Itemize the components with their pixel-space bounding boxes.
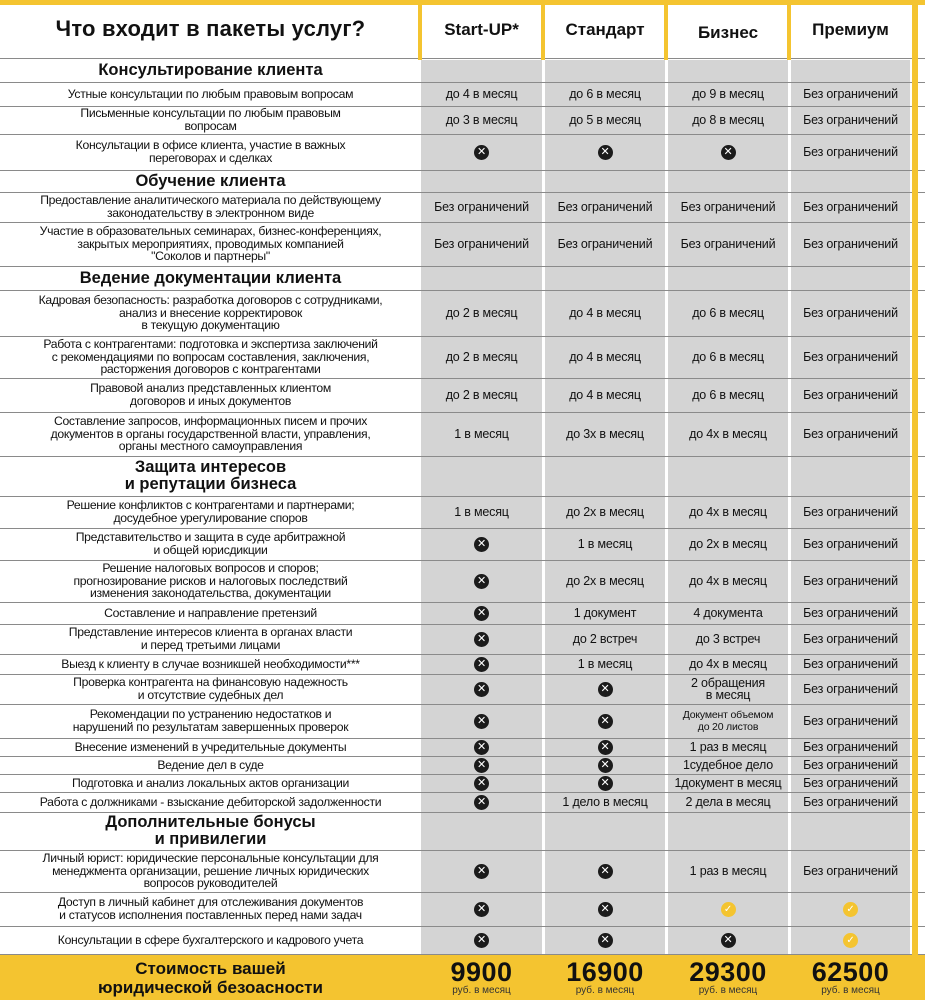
cross-circle-icon: ✕ [598, 776, 613, 791]
value-cell-standard [545, 134, 665, 170]
value-cell-premium: Без ограничений [803, 681, 898, 696]
value-cell-standard: до 4 в месяц [569, 349, 641, 364]
cross-circle-icon: ✕ [474, 632, 489, 647]
value-cell-premium: Без ограничений [803, 387, 898, 402]
value-cell-premium: Без ограничений [803, 631, 898, 646]
value-cell-startup [421, 892, 542, 926]
value-cell-standard: до 4 в месяц [569, 387, 641, 402]
header-divider [418, 0, 422, 60]
cross-circle-icon: ✕ [474, 776, 489, 791]
plan-name-business: Бизнес [697, 23, 759, 42]
value-cell-business: 2 дела в месяц [685, 794, 771, 809]
row-label: Решение налоговых вопросов и споров; прогнозирование рисков и налоговых последствий изменения законодательства, документации [73, 561, 348, 601]
cross-circle-icon: ✕ [474, 740, 489, 755]
value-cell-premium: Без ограничений [803, 426, 898, 441]
value-cell-standard [545, 850, 665, 892]
value-cell-standard: до 6 в месяц [569, 86, 641, 101]
value-cell-startup [421, 624, 542, 654]
value-cell-business: до 3 встреч [695, 631, 761, 646]
price-value: 9900 [450, 957, 513, 987]
value-cell-business: 1документ в месяц [674, 775, 782, 790]
cross-circle-icon: ✕ [598, 145, 613, 160]
value-cell-business: до 2х в месяц [689, 536, 767, 551]
value-cell-startup: 1 в месяц [454, 426, 509, 441]
value-cell-startup [421, 756, 542, 774]
value-cell-premium: Без ограничений [803, 144, 898, 159]
value-cell-startup [421, 850, 542, 892]
cross-circle-icon: ✕ [474, 145, 489, 160]
plan-name-standard: Стандарт [565, 20, 645, 39]
value-cell-standard [545, 674, 665, 704]
value-cell-standard: до 3х в месяц [566, 426, 644, 441]
value-cell-premium [791, 892, 910, 926]
cross-circle-icon: ✕ [598, 740, 613, 755]
row-label: Личный юрист: юридические персональные консультации для менеджмента организации, решение личных юридических вопросов руководителей [42, 851, 379, 891]
value-cell-startup [421, 926, 542, 954]
value-cell-business: до 4х в месяц [689, 573, 767, 588]
cross-circle-icon: ✕ [474, 714, 489, 729]
cross-circle-icon: ✕ [721, 933, 736, 948]
plan-name-startup: Start-UP* [444, 20, 519, 39]
cross-circle-icon: ✕ [598, 714, 613, 729]
row-label: Участие в образовательных семинарах, бизнес-конференциях, закрытых мероприятиях, проводимых компанией "Соколов и партнеры" [39, 224, 382, 264]
value-cell-standard: Без ограничений [557, 236, 653, 251]
value-cell-standard: 1 в месяц [577, 536, 633, 551]
value-cell-standard [545, 738, 665, 756]
price-label: Стоимость вашей юридической безоасности [98, 958, 323, 997]
table-title: Что входит в пакеты услуг? [55, 16, 366, 41]
cross-circle-icon: ✕ [474, 537, 489, 552]
value-cell-business [668, 892, 788, 926]
price-startup [421, 955, 542, 1000]
cross-circle-icon: ✕ [474, 606, 489, 621]
header-divider [541, 0, 545, 60]
row-label: Письменные консультации по любым правовым вопросам [80, 106, 341, 133]
cross-circle-icon: ✕ [474, 758, 489, 773]
value-cell-business: 1 раз в месяц [689, 739, 767, 754]
cross-circle-icon: ✕ [598, 902, 613, 917]
row-label: Решение конфликтов с контрагентами и партнерами; досудебное урегулирование споров [66, 498, 355, 525]
value-cell-startup: Без ограничений [434, 236, 529, 251]
value-cell-premium: Без ограничений [803, 656, 898, 671]
value-cell-premium: Без ограничений [803, 775, 898, 790]
header-divider [787, 0, 791, 60]
value-cell-business: 4 документа [693, 605, 763, 620]
row-label: Составление запросов, информационных писем и прочих документов в органы государственной власти, управления, органы местного самоуправления [50, 414, 371, 454]
value-cell-premium: Без ограничений [803, 305, 898, 320]
value-cell-premium: Без ограничений [803, 794, 898, 809]
value-cell-premium: Без ограничений [803, 863, 898, 878]
cross-circle-icon: ✕ [721, 145, 736, 160]
value-cell-premium: Без ограничений [803, 349, 898, 364]
value-cell-startup: Без ограничений [434, 199, 529, 214]
value-cell-premium: Без ограничений [803, 739, 898, 754]
value-cell-standard: до 4 в месяц [569, 305, 641, 320]
row-label: Консультации в сфере бухгалтерского и кадрового учета [57, 932, 364, 947]
section-title: Обучение клиента [135, 171, 286, 190]
value-cell-standard [545, 926, 665, 954]
price-standard [545, 955, 665, 1000]
value-cell-startup [421, 654, 542, 674]
row-label: Устные консультации по любым правовым вопросам [67, 86, 354, 101]
value-cell-premium: Без ограничений [803, 236, 898, 251]
row-label: Проверка контрагента на финансовую надежность и отсутствие судебных дел [73, 675, 348, 702]
value-cell-premium: Без ограничений [803, 713, 898, 728]
row-label: Кадровая безопасность: разработка договоров с сотрудниками, анализ и внесение корректировок в текущую документацию [38, 293, 383, 333]
value-cell-startup: до 3 в месяц [445, 112, 518, 127]
value-cell-startup [421, 602, 542, 624]
value-cell-startup [421, 528, 542, 560]
cross-circle-icon: ✕ [474, 574, 489, 589]
cross-circle-icon: ✕ [474, 682, 489, 697]
value-cell-standard [545, 704, 665, 738]
cross-circle-icon: ✕ [474, 657, 489, 672]
value-cell-premium [791, 926, 910, 954]
value-cell-business: Без ограничений [680, 199, 776, 214]
check-circle-icon: ✓ [721, 902, 736, 917]
value-cell-standard [545, 756, 665, 774]
price-value: 29300 [689, 957, 767, 987]
row-label: Рекомендации по устранению недостатков и нарушений по результатам завершенных проверок [72, 707, 349, 734]
value-cell-startup: до 4 в месяц [445, 86, 518, 101]
value-cell-startup [421, 704, 542, 738]
cross-circle-icon: ✕ [598, 933, 613, 948]
row-label: Выезд к клиенту в случае возникшей необходимости*** [61, 656, 360, 671]
frame-right-border [912, 0, 918, 1000]
value-cell-standard: Без ограничений [557, 199, 653, 214]
value-cell-standard: 1 документ [573, 605, 637, 620]
value-cell-premium: Без ограничений [803, 504, 898, 519]
cross-circle-icon: ✕ [474, 795, 489, 810]
value-cell-standard: до 2х в месяц [566, 504, 644, 519]
row-label: Работа с должниками - взыскание дебиторской задолженности [39, 794, 382, 809]
value-cell-startup [421, 738, 542, 756]
value-cell-business: 1судебное дело [683, 757, 773, 772]
value-cell-startup: до 2 в месяц [445, 305, 518, 320]
price-unit: руб. в месяц [821, 985, 880, 996]
value-cell-premium: Без ограничений [803, 199, 898, 214]
section-title: Защита интересов и репутации бизнеса [124, 458, 297, 493]
row-label: Ведение дел в суде [157, 757, 264, 772]
plan-name-premium: Премиум [812, 20, 889, 39]
value-cell-business: до 8 в месяц [692, 112, 764, 127]
check-circle-icon: ✓ [843, 902, 858, 917]
row-label: Составление и направление претензий [104, 605, 317, 620]
value-cell-startup [421, 774, 542, 792]
value-cell-standard: 1 дело в месяц [562, 794, 648, 809]
value-cell-startup [421, 134, 542, 170]
value-cell-standard: до 2 встреч [572, 631, 638, 646]
cross-circle-icon: ✕ [598, 864, 613, 879]
section-title: Консультирование клиента [98, 60, 323, 79]
value-cell-business: Документ объемом до 20 листов [682, 709, 774, 733]
price-unit: руб. в месяц [575, 985, 635, 996]
value-cell-startup: 1 в месяц [454, 504, 509, 519]
value-cell-premium: Без ограничений [803, 86, 898, 101]
value-cell-business: до 6 в месяц [692, 387, 764, 402]
price-business [668, 955, 788, 1000]
value-cell-premium: Без ограничений [803, 112, 898, 127]
value-cell-startup [421, 792, 542, 812]
row-label: Правовой анализ представленных клиентом договоров и иных документов [90, 381, 331, 408]
value-cell-standard: 1 в месяц [577, 656, 633, 671]
value-cell-standard [545, 892, 665, 926]
value-cell-premium: Без ограничений [803, 757, 898, 772]
value-cell-business: до 9 в месяц [692, 86, 764, 101]
header-divider [664, 0, 668, 60]
value-cell-premium: Без ограничений [803, 536, 898, 551]
value-cell-business: до 6 в месяц [692, 305, 764, 320]
price-value: 16900 [566, 957, 644, 987]
cross-circle-icon: ✕ [474, 933, 489, 948]
value-cell-business: Без ограничений [680, 236, 776, 251]
value-cell-business: до 4х в месяц [689, 426, 767, 441]
value-cell-startup: до 2 в месяц [445, 349, 518, 364]
row-label: Предоставление аналитического материала по действующему законодательству в электронном виде [40, 193, 381, 220]
value-cell-business: до 6 в месяц [692, 349, 764, 364]
value-cell-business: 1 раз в месяц [689, 863, 767, 878]
cross-circle-icon: ✕ [474, 902, 489, 917]
row-label: Работа с контрагентами: подготовка и экспертиза заключений с рекомендациями по вопросам составления, заключения, расторжения договоров с контрагентами [43, 337, 378, 377]
price-unit: руб. в месяц [452, 985, 511, 996]
row-label: Консультации в офисе клиента, участие в важных переговорах и сделках [75, 138, 346, 165]
price-unit: руб. в месяц [698, 985, 758, 996]
check-circle-icon: ✓ [843, 933, 858, 948]
cross-circle-icon: ✕ [598, 758, 613, 773]
value-cell-business [668, 134, 788, 170]
value-cell-premium: Без ограничений [803, 573, 898, 588]
cross-circle-icon: ✕ [598, 682, 613, 697]
value-cell-startup [421, 560, 542, 602]
value-cell-business: до 4х в месяц [689, 504, 767, 519]
value-cell-standard [545, 774, 665, 792]
price-value: 62500 [811, 957, 890, 987]
value-cell-business [668, 926, 788, 954]
row-label: Представительство и защита в суде арбитражной и общей юрисдикции [75, 530, 346, 557]
value-cell-business: до 4х в месяц [689, 656, 767, 671]
row-label: Представление интересов клиента в органах власти и перед третьими лицами [68, 625, 353, 652]
value-cell-startup: до 2 в месяц [445, 387, 518, 402]
row-label: Внесение изменений в учредительные документы [74, 739, 347, 754]
section-title: Дополнительные бонусы и привилегии [105, 813, 316, 848]
value-cell-premium: Без ограничений [803, 605, 898, 620]
row-label: Доступ в личный кабинет для отслеживания документов и статусов исполнения поставленных перед нами задач [57, 895, 364, 922]
value-cell-business: 2 обращения в месяц [691, 676, 765, 702]
value-cell-standard: до 2х в месяц [566, 573, 644, 588]
row-label: Подготовка и анализ локальных актов организации [72, 775, 349, 790]
price-premium [791, 955, 910, 1000]
value-cell-standard: до 5 в месяц [569, 112, 641, 127]
value-cell-startup [421, 674, 542, 704]
section-title: Ведение документации клиента [79, 268, 342, 287]
cross-circle-icon: ✕ [474, 864, 489, 879]
